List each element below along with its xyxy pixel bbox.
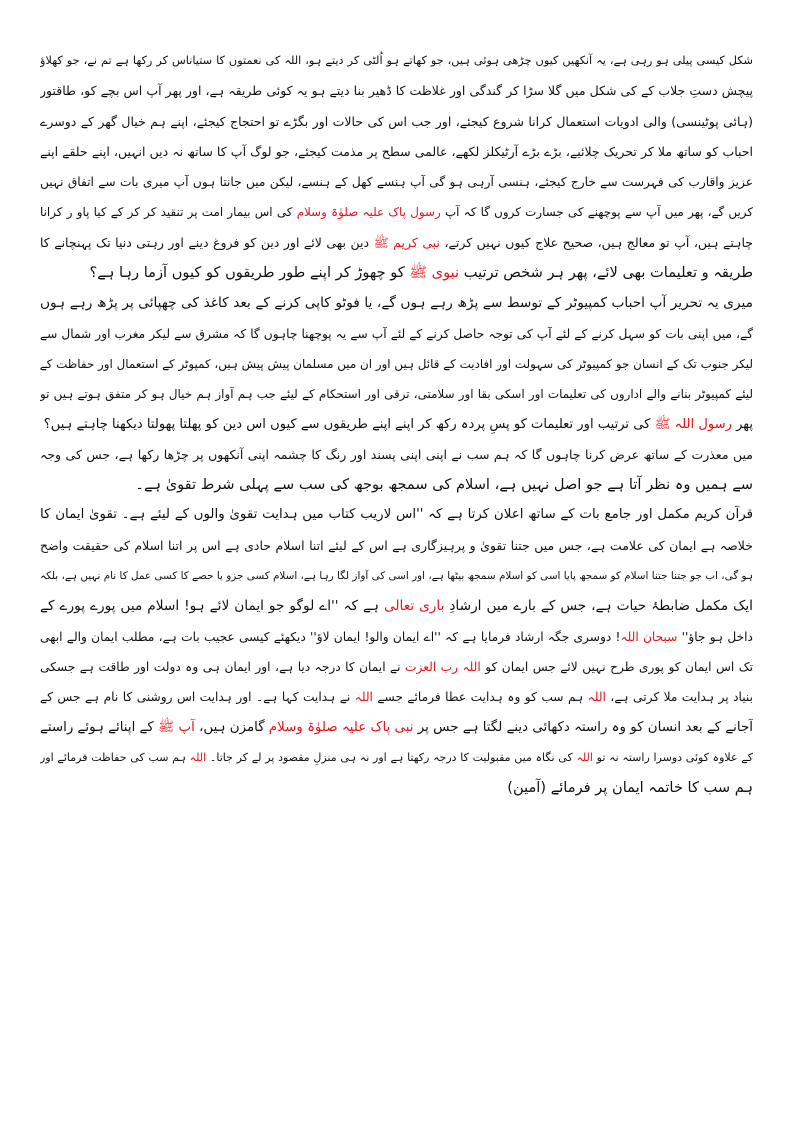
text-segment: ! دوسری جگہ ارشاد فرمایا ہے کہ ''اے ایمان والو! ایمان لاؤ'' دیکھئے کیسی عجیب بات ہے، مطلب ایمان والے ابھی	[40, 629, 621, 644]
text-segment: کی اس بیمار امت پر تنقید کر کر کے کیا پاو ر کرانا	[40, 205, 297, 220]
text-line	[40, 622, 753, 652]
text-line	[40, 773, 753, 803]
text-segment: طریقہ و تعلیمات بھی لائے، پھر ہر شخص ترتیب	[459, 264, 753, 282]
text-segment: چاہتے ہیں، آپ تو معالج ہیں، صحیح علاج کیوں نہیں کرتے،	[440, 234, 753, 250]
text-segment: احباب کو ساتھ ملا کر تحریک چلائیے، بڑے بڑے آرٹیکلز لکھے، عالمی سطح پر مذمت کیجئے، جو لوگ آپ کا ساتھ نہ دیں انہیں، اپنے حلقے اپنے	[40, 143, 753, 159]
highlighted-phrase: آپ ﷺ	[158, 719, 195, 735]
text-segment: تک اس ایمان کو پوری طرح نہیں لائے جس ایمان کو	[480, 659, 753, 674]
text-line	[40, 713, 753, 743]
highlighted-phrase: رسول اللہ ﷺ	[654, 416, 732, 432]
text-line	[40, 531, 753, 561]
text-segment: شکل کیسی پیلی ہو رہی ہے، یہ آنکھیں کیوں چڑھی ہوئی ہیں، جو کھاتے ہو اُلٹی کر دیتے ہو، اللہ کی نعمتوں کا ستیاناس کر رکھا ہے تم نے، جو کھلاؤ	[40, 54, 753, 67]
text-segment: پھر	[731, 416, 753, 432]
text-segment: میری یہ تحریر آپ احباب کمپیوٹر کے توسط سے پڑھ رہے ہوں گے، یا فوٹو کاپی کرنے کے بعد کاغذ کی چھپائی پر پڑھ رہے ہوں	[40, 295, 753, 312]
text-line	[40, 107, 753, 137]
text-segment: داخل ہو جاؤ''	[677, 629, 753, 644]
text-line	[40, 440, 753, 470]
text-segment: خلاصہ ہے ایمان کی علامت ہے، جس میں جتنا تقویٰ و پرہیزگاری ہے اس کے لیئے اتنا اسلام حادی ہے اس پر اتنا اسلام کی حقیقت واضح	[40, 537, 753, 553]
text-segment: گے، میں اپنی بات کو سہل کرنے کے لئے آپ کی توجہ حاصل کرنے کے لئے آپ سے یہ پوچھنا چاہوں گا کہ مشرق سے لیکر مغرب اور شمال سے	[40, 326, 753, 341]
text-line	[40, 379, 753, 409]
highlighted-phrase: نبوی ﷺ	[409, 264, 460, 282]
highlighted-phrase: اللہ	[354, 690, 373, 705]
text-segment: ہم سب کو وہ ہدایت عطا فرمائے جسے	[372, 690, 588, 705]
text-line	[40, 319, 753, 349]
text-segment: ہے کہ ''اے لوگو جو ایمان لائے ہو! اسلام میں پورے پورے کے	[40, 598, 384, 615]
text-line	[40, 288, 753, 318]
text-segment: سے ہمیں وہ نظر آتا ہے جو اصل نہیں ہے، اسلام کی سمجھ بوجھ کی سب سے پہلی شرط تقویٰ ہے۔	[135, 476, 753, 494]
paragraph	[40, 500, 753, 803]
text-segment: دین بھی لائے اور دین کو فروغ دینے اور رہتی دنیا تک پہنچانے کا	[40, 234, 374, 250]
text-segment: لیئے کمپیوٹر بنانے والے اداروں کی تعلیمات اور اسکی بقا اور سلامتی، ترقی اور استحکام کے لیئے جب ہم آواز ہم خیال ہو کر متفق ہوتے ہیں تو	[40, 387, 753, 402]
text-segment: کو چھوڑ کر اپنے طور طریقوں کو کیوں آزما رہا ہے؟	[89, 264, 410, 282]
text-line	[40, 258, 753, 288]
text-segment: نے ہدایت کہا ہے۔ اور ہدایت اس روشنی کا نام ہے جس کے	[40, 690, 355, 705]
text-segment: عزیز واقارب کی فہرست سے خارج کیجئے، ہنسی آرہی ہو گی آپ ہنسے کھل کے ہنسے، لیکن میں جانتا ہوں آپ میری بات سے اتفاق نہیں	[40, 175, 753, 190]
text-line	[40, 470, 753, 500]
highlighted-phrase: اللہ	[189, 750, 207, 764]
text-line	[40, 167, 753, 197]
text-line	[40, 349, 753, 379]
text-segment: نے ایمان کا درجہ دیا ہے، اور ایمان ہی وہ دولت اور طاقت ہے جسکی	[40, 659, 406, 674]
text-segment: گامزن ہیں،	[194, 719, 269, 735]
text-line	[40, 500, 753, 530]
text-segment: ایک مکمل ضابطۂ حیات ہے، جس کے بارے میں ارشادِ	[444, 598, 753, 615]
text-segment: میں معذرت کے ساتھ عرض کرنا چاہوں گا کہ ہم سب نے اپنی اپنی پسند اور رنگ کا چشمہ اپنی آنکھوں پر چڑھا رکھا ہے، جس کی وجہ	[40, 446, 753, 462]
text-segment: ہم سب کا خاتمہ ایمان پر فرمائے (آمین)	[507, 779, 753, 797]
text-segment: پیچش دستِ جلاب کے کی شکل میں گلا سڑا کر گندگی اور غلاظت کا ڈھیر بنا دیتے ہو یہ کوئی طریقہ ہے، اور پھر آپ اس بچے کو، طاقتور	[40, 83, 753, 99]
highlighted-phrase: اللہ	[587, 690, 606, 705]
highlighted-phrase: باری تعالی	[383, 598, 445, 615]
text-line	[40, 76, 753, 106]
text-line	[40, 410, 753, 440]
text-line	[40, 137, 753, 167]
text-line	[40, 743, 753, 773]
paragraph	[40, 46, 753, 288]
text-segment: (ہائی پوٹینسی) والی ادویات استعمال کرانا شروع کیجئے، اور جب اس کی حالات اور بگڑے تو احتجاج کیجئے، اپنے ہم خیال گھر کے دوسرے	[40, 113, 753, 129]
highlighted-phrase: رسول پاک علیہ صلوٰۃ وسلام	[296, 205, 441, 220]
text-line	[40, 652, 753, 682]
text-segment: لیکر جنوب تک کے انسان جو کمپیوٹر کی سہولت اور افادیت کے قائل ہیں اور ان میں مسلمان پیش پیش ہیں، کمپوٹر کے استعمال اور حفاظت کے	[40, 356, 753, 371]
text-segment: آجانے کے بعد انسان کو وہ راستہ دکھائی دینے لگتا ہے جس پر	[413, 719, 753, 735]
text-segment: کی نگاہ میں مقبولیت کا درجہ رکھتا ہے اور نہ ہی منزلِ مقصود پر لے کر جاتا۔	[206, 750, 577, 764]
text-segment: ہو گی، اب جو جتنا جتنا اسلام کو سمجھ پایا اسی کو اسلام سمجھ بیٹھا ہے، اور اسی کی آواز لگا رہا ہے، اسلام کسی جزو یا حصے کا کسی عمل کا نام نہیں ہے، بلکہ	[40, 570, 753, 583]
text-segment: کے علاوہ کوئی دوسرا راستہ نہ تو	[592, 750, 753, 764]
text-line	[40, 228, 753, 258]
text-segment: کے اپنائے ہوئے راستے	[40, 719, 159, 735]
text-line	[40, 682, 753, 712]
highlighted-phrase: نبی پاک علیہ صلوٰۃ وسلام	[268, 719, 414, 735]
text-line	[40, 46, 753, 76]
text-segment: ہم سب کی حفاظت فرمائے اور	[40, 750, 190, 764]
text-segment: بنیاد پر ہدایت ملا کرتی ہے،	[605, 690, 753, 705]
text-segment: قرآن کریم مکمل اور جامع بات کے ساتھ اعلان کرتا ہے کہ ''اس لاریب کتاب میں ہدایت تقویٰ والوں کے لیئے ہے۔ تقویٰ ایمان کا	[40, 507, 753, 523]
text-segment: کی ترتیب اور تعلیمات کو پسِ پردہ رکھ کر اپنے اپنے طریقوں سے کیوں اس دین کو پھلتا پھولتا دیکھنا چاہتے ہیں؟	[43, 416, 655, 432]
highlighted-phrase: نبی کریم ﷺ	[373, 234, 440, 250]
highlighted-phrase: اللہ رب العزت	[405, 659, 481, 674]
highlighted-phrase: اللہ	[576, 750, 593, 764]
document-page	[40, 46, 753, 803]
text-line	[40, 561, 753, 591]
text-line	[40, 197, 753, 227]
paragraph	[40, 440, 753, 501]
text-segment: کریں گے، پھر میں آپ سے پوچھنے کی جسارت کروں گا کہ آپ	[440, 205, 753, 220]
highlighted-phrase: سبحان اللہ	[620, 629, 678, 644]
text-line	[40, 591, 753, 621]
paragraph	[40, 288, 753, 439]
